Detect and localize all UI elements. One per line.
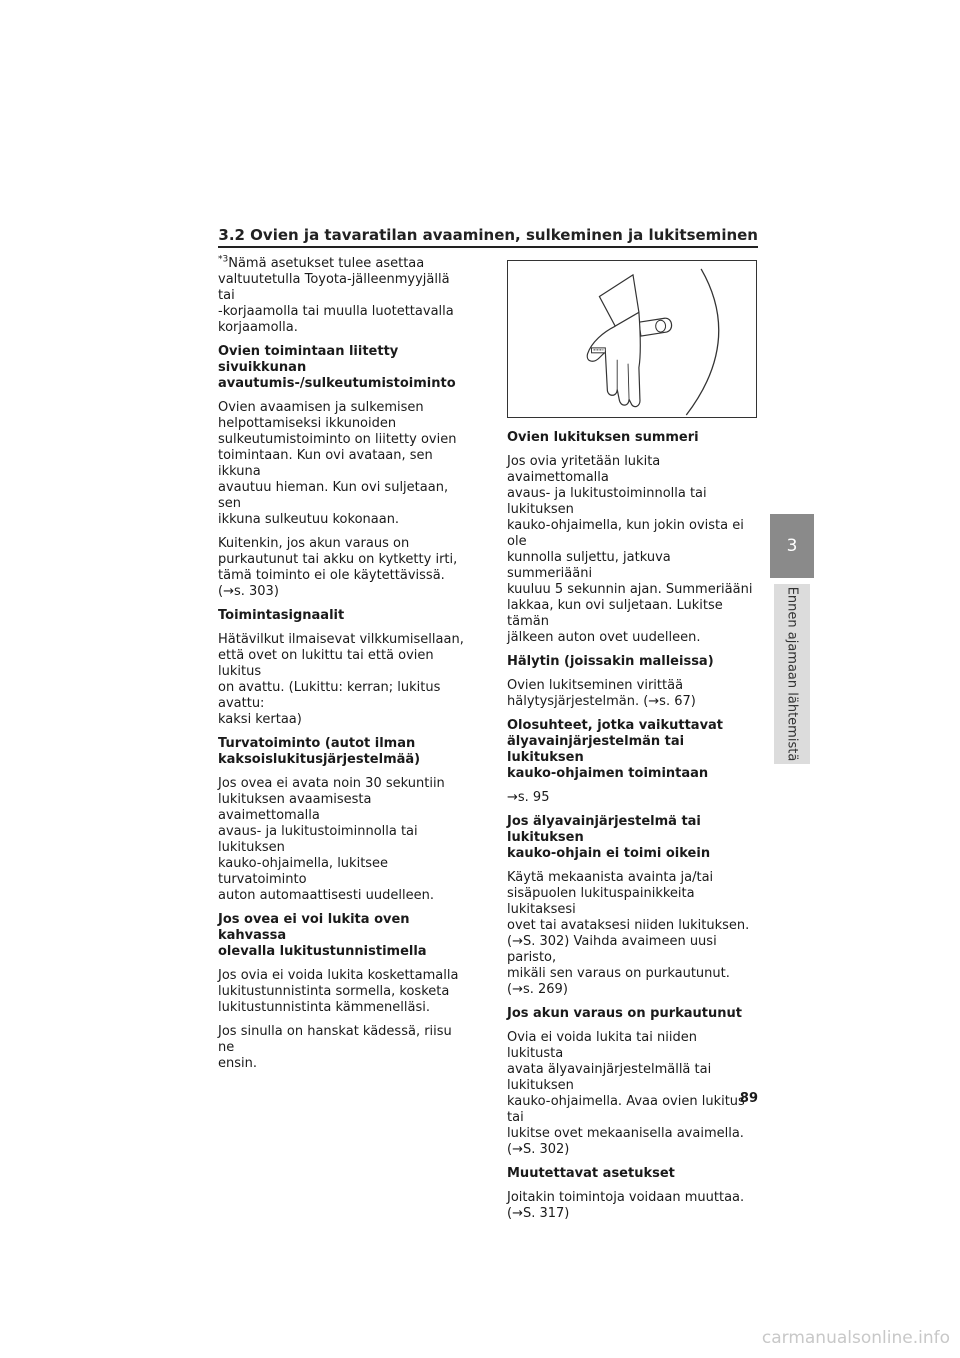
heading-operation-signals: Toimintasignaalit: [218, 608, 345, 623]
left-column: [218, 256, 468, 1080]
paragraph-customizable-settings: Joitakin toimintoja voidaan muuttaa. (→S. 317): [507, 1190, 745, 1221]
heading-conditions: Olosuhteet, jotka vaikuttavat älyavainjärjestelmän tai lukituksen kauko-ohjaimen toimintaan: [507, 718, 724, 781]
chapter-tab: 3: [770, 514, 814, 578]
heading-lock-buzzer: Ovien lukituksen summeri: [507, 430, 699, 445]
paragraph-battery-note: Kuitenkin, jos akun varaus on purkautunut tai akku on kytketty irti, tämä toiminto ei ole käytettävissä. (→s. 303): [218, 536, 458, 599]
paragraph-smart-key-failure: Käytä mekaanista avainta ja/tai sisäpuolen lukituspainikkeita lukitaksesi ovet tai avataksesi niiden lukituksen. (→S. 302) Vaihda avaimeen uusi paristo, mikäli sen varaus on purkautunut. (→s. 269): [507, 870, 750, 997]
hand-on-door-handle-drawing: [508, 261, 756, 417]
footnote-mark: *3: [218, 254, 229, 265]
paragraph-conditions: →s. 95: [507, 790, 550, 805]
watermark: carmanualsonline.info: [761, 1328, 950, 1348]
heading-security-feature: Turvatoiminto (autot ilman kaksoislukitusjärjestelmää): [218, 736, 421, 767]
paragraph-lock-sensor: Jos ovia ei voida lukita koskettamalla lukitustunnistinta sormella, kosketa lukitustunnistinta kämmenelläsi.: [218, 968, 459, 1015]
heading-window-function: Ovien toimintaan liitetty sivuikkunan avautumis-/sulkeutumistoiminto: [218, 344, 456, 391]
paragraph-window-function: Ovien avaamisen ja sulkemisen helpottamiseksi ikkunoiden sulkeutumistoiminto on liitetty ovien toimintaan. Kun ovi avataan, sen ikkuna avautuu hieman. Kun ovi suljetaan, sen ikkuna sulkeutuu kokonaan.: [218, 400, 457, 527]
header-rule: [218, 246, 758, 248]
page-header: 3.2 Ovien ja tavaratilan avaaminen, sulkeminen ja lukitseminen: [218, 226, 758, 244]
heading-battery-discharged: Jos akun varaus on purkautunut: [507, 1006, 742, 1021]
page-number: 89: [739, 1091, 758, 1106]
chapter-label-text: Ennen ajamaan lähtemistä: [784, 586, 800, 762]
paragraph-security-feature: Jos ovea ei avata noin 30 sekuntiin lukituksen avaamisesta avaimettomalla avaus- ja lukitustoiminnolla tai lukituksen kauko-ohjaimella, lukitsee turvatoiminto auton automaattisesti uudelleen.: [218, 776, 445, 903]
paragraph-lock-buzzer: Jos ovia yritetään lukita avaimettomalla avaus- ja lukitustoiminnolla tai lukituksen kauko-ohjaimella, kun jokin ovista ei ole kunnolla suljettu, jatkuva summeriääni kuuluu 5 sekunnin ajan. Summeriääni lakkaa, kun ovi suljetaan. Lukitse tämän jälkeen auton ovet uudelleen.: [507, 454, 753, 645]
door-handle-illustration: [507, 260, 757, 418]
heading-customizable-settings: Muutettavat asetukset: [507, 1166, 675, 1181]
paragraph-gloves: Jos sinulla on hanskat kädessä, riisu ne ensin.: [218, 1024, 452, 1071]
right-column: [507, 430, 757, 1230]
footnote-text: Nämä asetukset tulee asettaa valtuutetulla Toyota-jälleenmyyjällä tai -korjaamolla tai muulla luotettavalla korjaamolla.: [218, 256, 454, 335]
heading-lock-sensor: Jos ovea ei voi lukita oven kahvassa olevalla lukitustunnistimella: [218, 912, 427, 959]
paragraph-alarm: Ovien lukitseminen virittää hälytysjärjestelmän. (→s. 67): [507, 678, 696, 709]
footnote: [218, 256, 468, 336]
heading-smart-key-failure: Jos älyavainjärjestelmä tai lukituksen kauko-ohjain ei toimi oikein: [507, 814, 711, 861]
paragraph-battery-discharged: Ovia ei voida lukita tai niiden lukitusta avata älyavainjärjestelmällä tai lukituksen kauko-ohjaimella. Avaa ovien lukitus tai lukitse ovet mekaanisella avaimella. (→S. 302): [507, 1030, 745, 1157]
paragraph-operation-signals: Hätävilkut ilmaisevat vilkkumisellaan, että ovet on lukittu tai että ovien lukitus on avattu. (Lukittu: kerran; lukitus avattu: kaksi kertaa): [218, 632, 464, 727]
heading-alarm: Hälytin (joissakin malleissa): [507, 654, 714, 669]
chapter-label: [774, 584, 810, 764]
